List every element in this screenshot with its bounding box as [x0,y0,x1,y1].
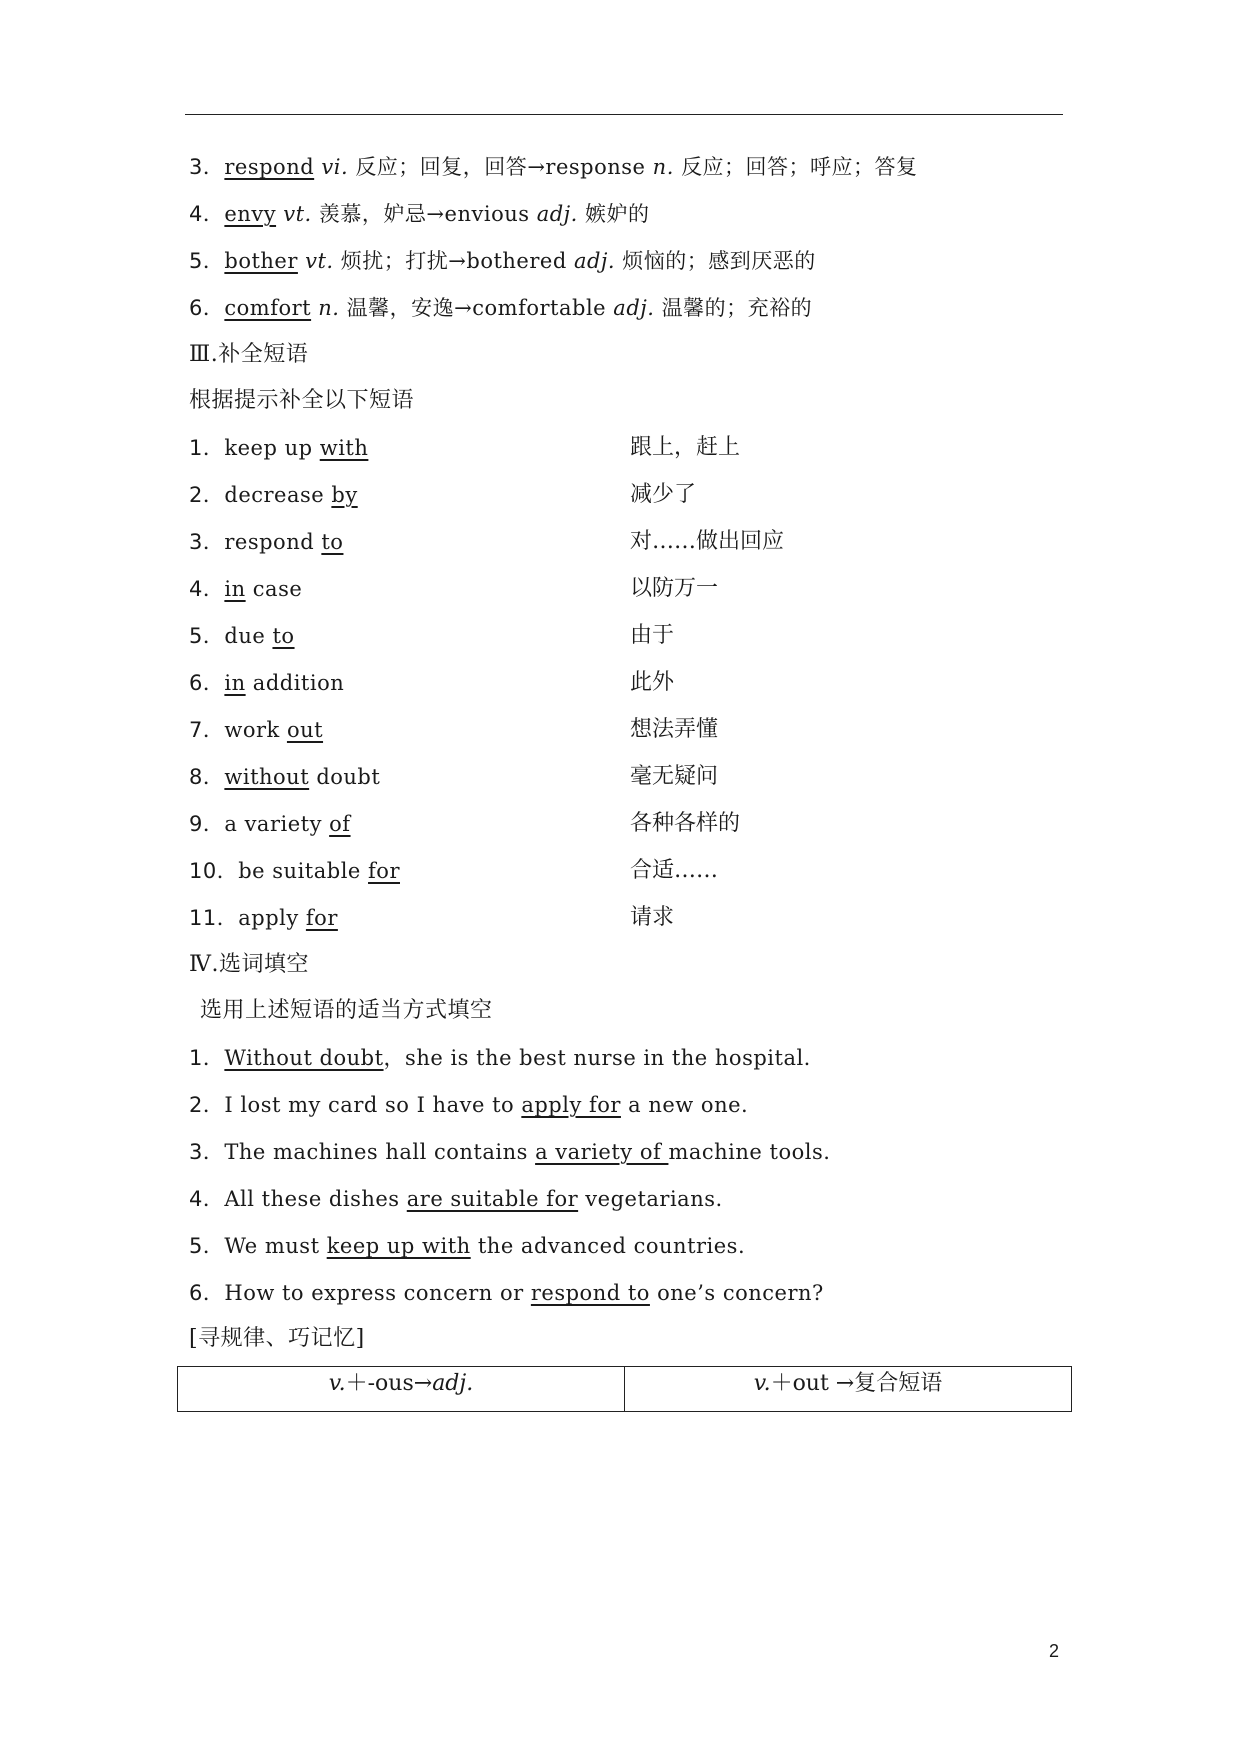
phrase-answer: for [305,906,338,930]
vocab-word: comfort [224,296,312,320]
phrase-row [189,574,302,604]
sentence-text: How to express concern or [224,1281,531,1305]
rule-cell-ous [178,1367,625,1412]
section-4-title: Ⅳ.选词填空 [189,952,309,977]
rule-text: ＋out →复合短语 [770,1371,943,1396]
phrase-answer: in [224,671,246,695]
part-of-speech: adj. [613,296,655,320]
derived-meaning: 嫉妒的 [585,202,650,226]
phrase-text: due [224,624,273,648]
item-number: 4． [189,202,225,226]
phrase-row [189,715,323,745]
arrow-icon: → [448,249,467,273]
sentence-text: ，she is the best nurse in the hospital. [383,1046,811,1070]
phrase-meaning: 跟上，赶上 [630,435,741,460]
phrase-answer: to [272,624,295,648]
part-of-speech: adj. [432,1371,474,1396]
phrase-row [189,480,358,510]
phrase-meaning: 由于 [630,623,675,648]
derived-word: bothered [466,249,567,273]
arrow-icon: → [426,202,445,226]
phrase-text: apply [238,906,306,930]
phrase-answer: out [286,718,324,742]
section-3-title: Ⅲ.补全短语 [189,342,309,367]
phrase-answer: in [224,577,246,601]
part-of-speech: adj. [536,202,578,226]
phrase-text: doubt [309,765,381,789]
item-number: 6． [189,296,225,320]
phrase-meaning: 毫无疑问 [630,764,719,789]
sentence-answer: apply for [521,1093,621,1117]
vocab-line-3 [189,152,918,182]
page-number: 2 [1049,1641,1060,1661]
section-3-instruction: 根据提示补全以下短语 [189,388,415,413]
vocab-meaning: 反应；回复，回答 [355,155,528,179]
phrase-meaning: 合适…… [630,858,719,883]
derived-word: comfortable [472,296,607,320]
phrase-row [189,433,368,463]
part-of-speech: adj. [573,249,616,273]
item-number: 8． [189,765,225,789]
vocab-meaning: 温馨，安逸 [346,296,455,320]
item-number: 6． [189,671,225,695]
phrase-row [189,527,343,557]
sentence-text: The machines hall contains [224,1140,536,1164]
phrase-text: keep up [224,436,320,460]
vocab-word: bother [224,249,298,273]
phrase-meaning: 此外 [630,670,675,695]
sentence-row [189,1043,811,1073]
phrase-answer: by [331,483,358,507]
item-number: 2． [189,1093,225,1117]
rule-text: ＋-ous→ [345,1371,433,1396]
sentence-row [189,1137,830,1167]
phrase-text: be suitable [238,859,369,883]
phrase-row [189,621,295,651]
phrase-meaning: 以防万一 [630,576,719,601]
vocab-line-5 [189,246,816,276]
derived-word: response [545,155,646,179]
vocab-line-4 [189,199,650,229]
phrase-text: a variety [224,812,330,836]
sentence-row [189,1231,745,1261]
memory-tip-title: [寻规律、巧记忆] [189,1326,365,1351]
derived-meaning: 温馨的；充裕的 [661,296,813,320]
sentence-text: a new one. [620,1093,749,1117]
sentence-row [189,1184,723,1214]
phrase-meaning: 请求 [630,905,675,930]
item-number: 9． [189,812,225,836]
item-number: 4． [189,1187,225,1211]
phrase-row [189,809,351,839]
phrase-text: work [224,718,287,742]
sentence-text: All these dishes [224,1187,407,1211]
phrase-text: case [245,577,303,601]
item-number: 5． [189,249,225,273]
phrase-meaning: 减少了 [630,482,697,507]
vocab-meaning: 羡慕，妒忌 [318,202,427,226]
vocab-meaning: 烦扰；打扰 [340,249,449,273]
phrase-row [189,856,400,886]
phrase-answer: to [321,530,344,554]
sentence-answer: respond to [530,1281,650,1305]
item-number: 1． [189,436,225,460]
phrase-meaning: 各种各样的 [630,811,741,836]
part-of-speech: vt. [283,202,312,226]
sentence-text: I lost my card so I have to [224,1093,522,1117]
item-number: 5． [189,624,225,648]
arrow-icon: → [454,296,473,320]
item-number: 2． [189,483,225,507]
phrase-row [189,762,380,792]
part-of-speech: n. [652,155,674,179]
phrase-answer: with [319,436,369,460]
word-formation-table [177,1366,1072,1412]
vocab-word: envy [224,202,277,226]
sentence-answer: a variety of [535,1140,669,1164]
item-number: 3． [189,155,225,179]
part-of-speech: v. [753,1371,771,1396]
rule-cell-out [625,1367,1072,1412]
phrase-row [189,668,344,698]
vocab-line-6 [189,293,812,323]
derived-meaning: 反应；回答；呼应；答复 [681,155,918,179]
phrase-meaning: 想法弄懂 [630,717,719,742]
part-of-speech: v. [328,1371,346,1396]
phrase-text: decrease [224,483,332,507]
sentence-row [189,1090,748,1120]
phrase-answer: for [368,859,400,883]
phrase-answer: of [329,812,351,836]
sentence-answer: keep up with [326,1234,471,1258]
part-of-speech: vt. [305,249,334,273]
part-of-speech: vi. [321,155,349,179]
item-number: 3． [189,530,225,554]
derived-meaning: 烦恼的；感到厌恶的 [622,249,816,273]
item-number: 5． [189,1234,225,1258]
sentence-answer: Without doubt [224,1046,384,1070]
derived-word: envious [444,202,530,226]
item-number: 4． [189,577,225,601]
phrase-text: addition [245,671,345,695]
sentence-answer: are suitable for [406,1187,579,1211]
vocab-word: respond [224,155,315,179]
part-of-speech: n. [318,296,340,320]
item-number: 7． [189,718,225,742]
header-rule [185,114,1063,115]
phrase-answer: without [224,765,310,789]
sentence-text: the advanced countries. [470,1234,746,1258]
item-number: 6． [189,1281,225,1305]
item-number: 10． [189,859,239,883]
sentence-text: vegetarians. [578,1187,723,1211]
sentence-text: We must [224,1234,327,1258]
phrase-meaning: 对……做出回应 [630,529,785,554]
item-number: 1． [189,1046,225,1070]
sentence-text: machine tools. [668,1140,831,1164]
phrase-row [189,903,338,933]
section-4-instruction: 选用上述短语的适当方式填空 [200,998,493,1023]
sentence-text: one’s concern? [649,1281,824,1305]
arrow-icon: → [527,155,546,179]
item-number: 11． [189,906,239,930]
item-number: 3． [189,1140,225,1164]
sentence-row [189,1278,824,1308]
phrase-text: respond [224,530,322,554]
